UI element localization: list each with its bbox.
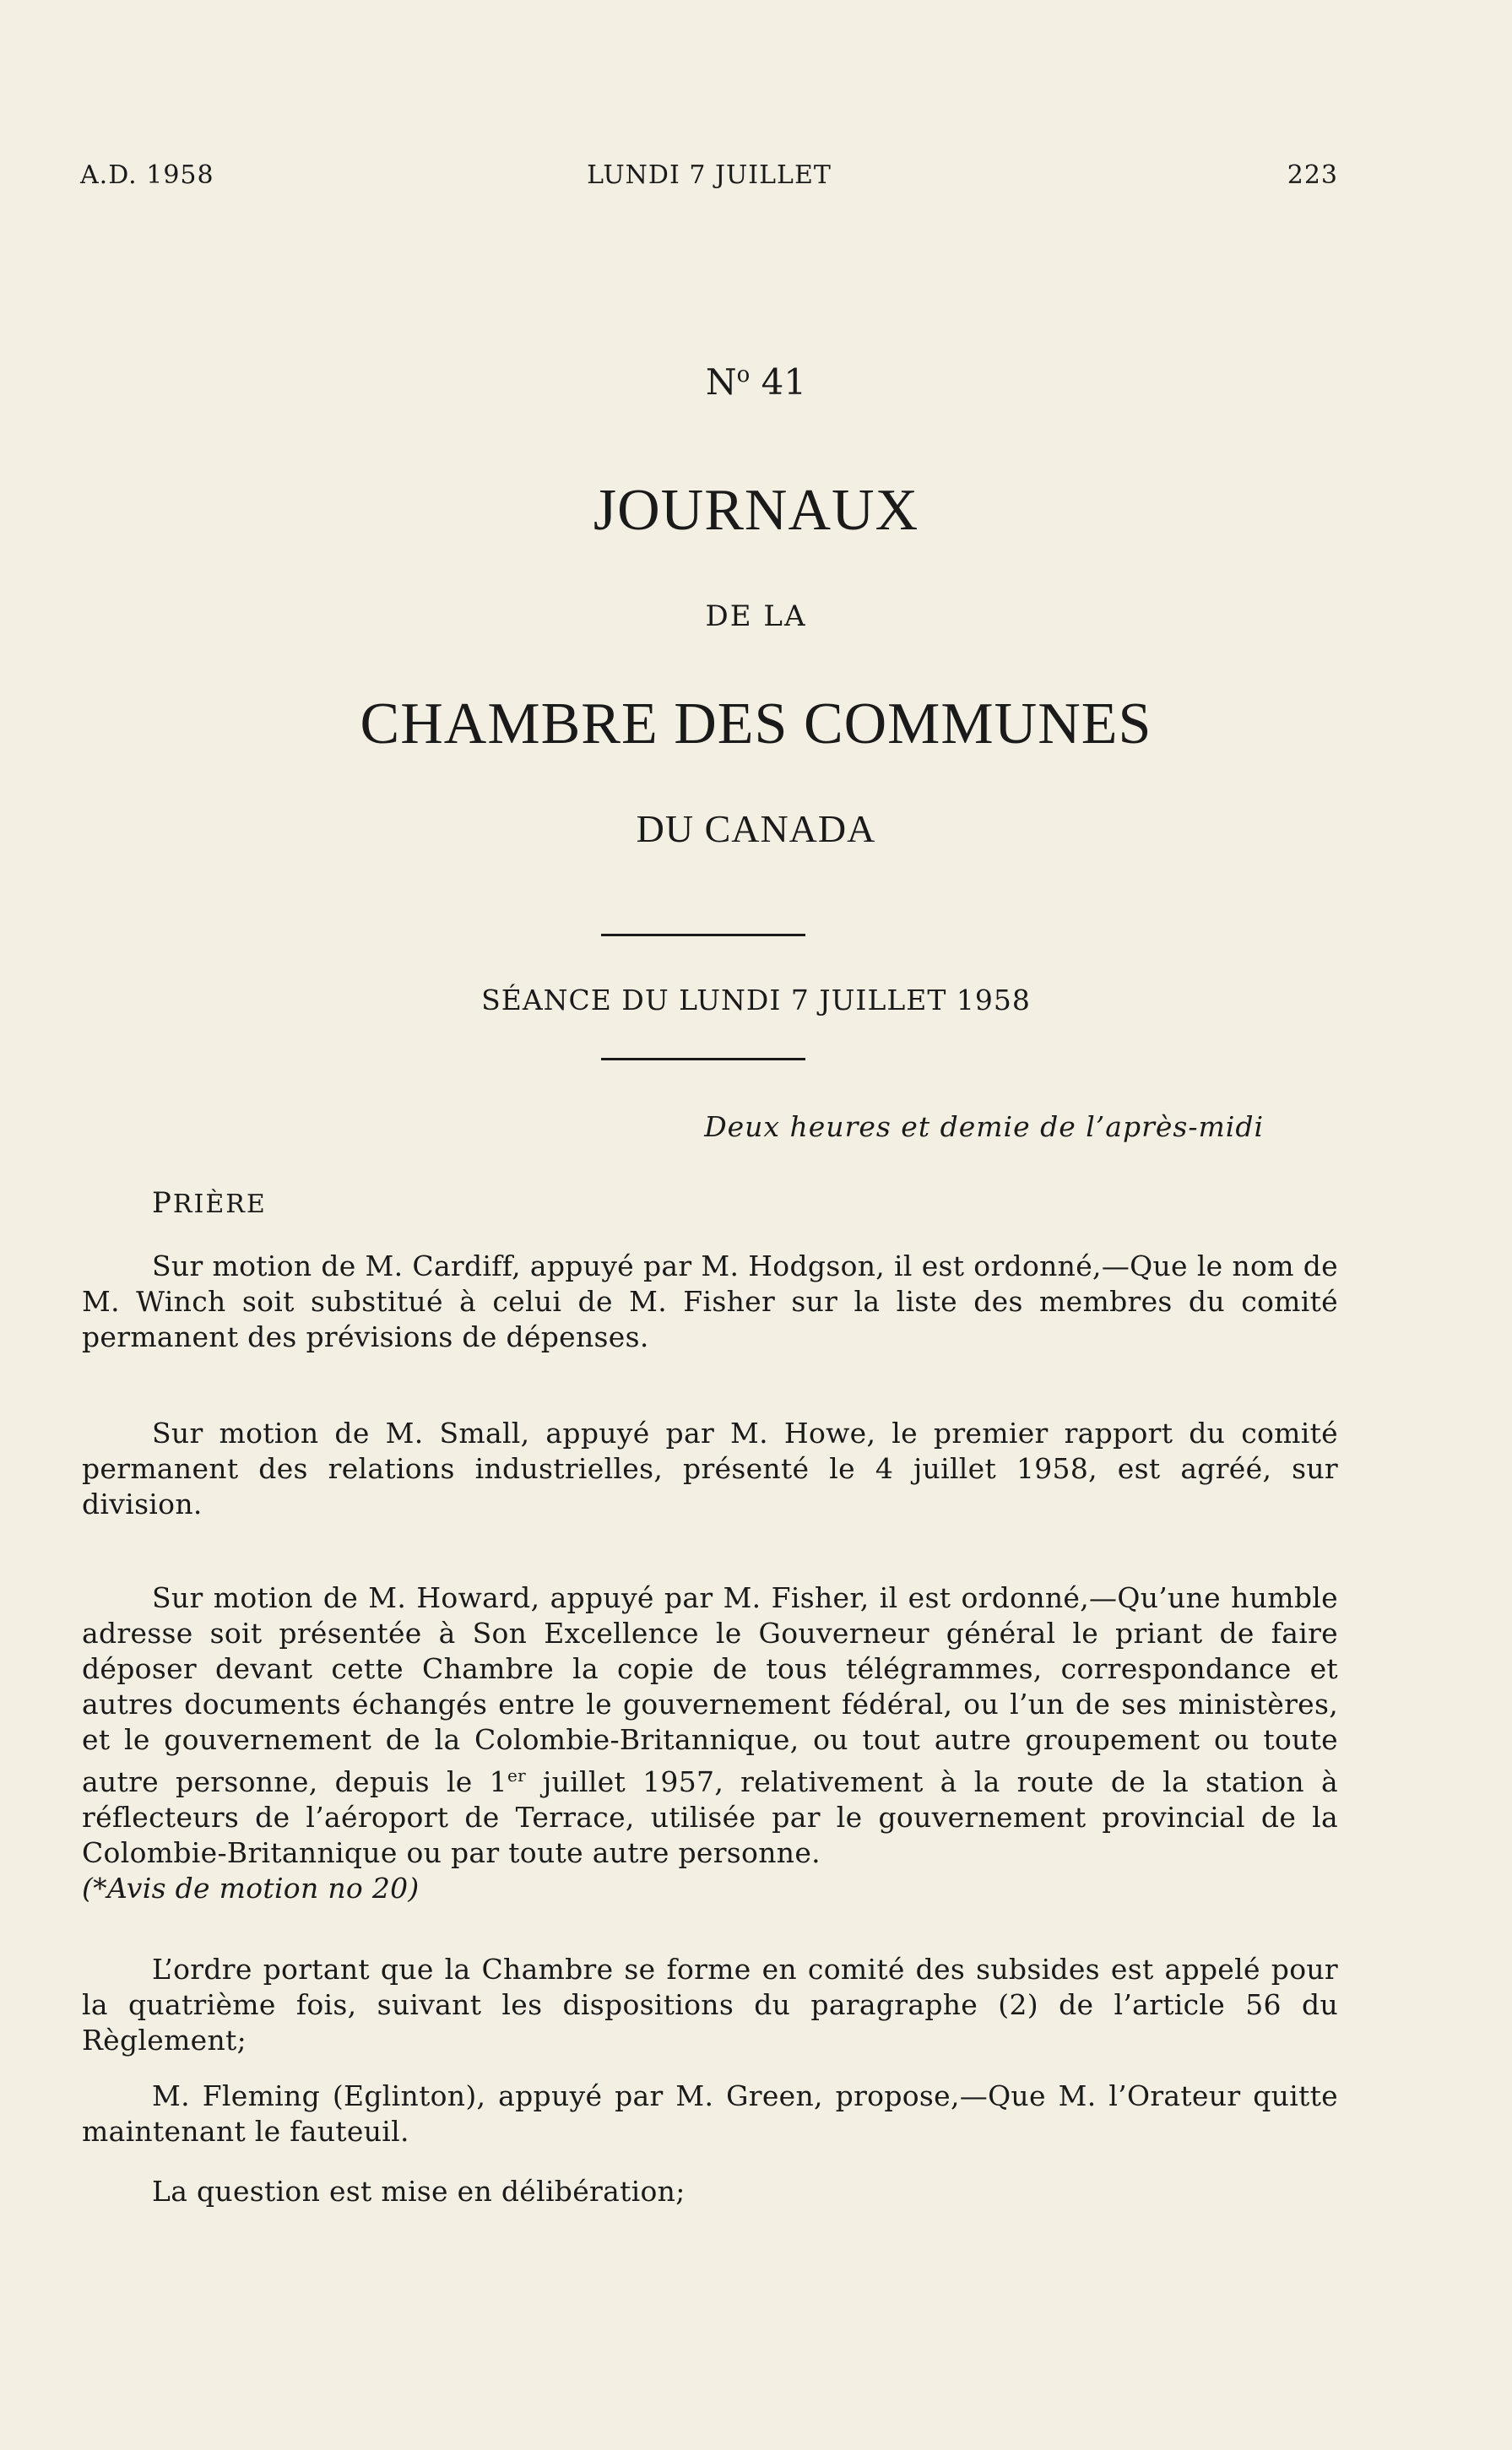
paragraph-text: Sur motion de M. Cardiff, appuyé par M. Hodgson, il est ordonné,—Que le nom de M. Winch soit substitué à celui de M. Fisher sur la liste des membres du comité permanent des prévisions de dépenses.: [82, 1249, 1338, 1353]
journal-title: JOURNAUX: [593, 478, 919, 543]
priere-heading: [152, 1186, 267, 1220]
header-year: A.D. 1958: [80, 160, 214, 190]
paragraph-cardiff-motion: [82, 1249, 1338, 1355]
paragraph-fleming-motion: [82, 2079, 1338, 2149]
paragraph-text: M. Fleming (Eglinton), appuyé par M. Green, propose,—Que M. l’Orateur quitte maintenant le fauteuil.: [82, 2079, 1338, 2148]
paragraph-part: Sur motion de M. Howard, appuyé par M. Fisher, il est ordonné,—Qu’une humble adresse soit présentée à Son Excellence le Gouverneur général le priant de faire déposer devant cette Chambre la copie de tous télégrammes, correspondance et autres documents échangés entre le gouvernement fédéral, ou l’un de ses ministères, et le gouvernement de la Colombie-Britannique, ou tout autre groupement ou toute autre personne, depuis le 1: [82, 1581, 1338, 1798]
session-time: Deux heures et demie de l’après-midi: [704, 1110, 1264, 1143]
motion-notice-reference: (*Avis de motion no 20): [82, 1872, 420, 1905]
paragraph-text: La question est mise en délibération;: [152, 2175, 686, 2208]
issue-prefix: N: [705, 361, 737, 403]
paragraph-text: [82, 1580, 1338, 1871]
country-title: DU CANADA: [636, 807, 876, 850]
paragraph-part: juillet 1957, relativement à la route de la station à réflecteurs de l’aéroport de Terrace, utilisée par le gouvernement provincial de la Colombie-Britannique ou par toute autre personne.: [82, 1765, 1338, 1869]
running-header: [80, 160, 1338, 198]
page-number: 223: [1287, 160, 1338, 190]
paragraph-small-motion: [82, 1416, 1338, 1522]
priere-rest: RIÈRE: [172, 1190, 267, 1219]
divider-top: [601, 934, 805, 936]
paragraph-text: L’ordre portant que la Chambre se forme en comité des subsides est appelé pour la quatrième fois, suivant les dispositions du paragraphe (2) de l’article 56 du Règlement;: [82, 1953, 1338, 2057]
paragraph-howard-motion: [82, 1580, 1338, 1906]
session-heading: SÉANCE DU LUNDI 7 JUILLET 1958: [481, 984, 1031, 1016]
issue-number: [0, 361, 1512, 403]
ordinal-sup: er: [507, 1765, 526, 1786]
priere-initial: P: [152, 1186, 173, 1220]
divider-bottom: [601, 1058, 805, 1060]
paragraph-question-debate: [82, 2174, 1338, 2209]
issue-value: 41: [761, 361, 807, 403]
journal-subtitle-de-la: DE LA: [705, 599, 807, 633]
paragraph-supply-order: [82, 1952, 1338, 2058]
chamber-title: CHAMBRE DES COMMUNES: [360, 691, 1152, 756]
paragraph-text: Sur motion de M. Small, appuyé par M. Howe, le premier rapport du comité permanent des relations industrielles, présenté le 4 juillet 1958, est agréé, sur division.: [82, 1417, 1338, 1520]
header-date: LUNDI 7 JUILLET: [587, 160, 832, 190]
issue-suffix: o: [736, 362, 751, 388]
